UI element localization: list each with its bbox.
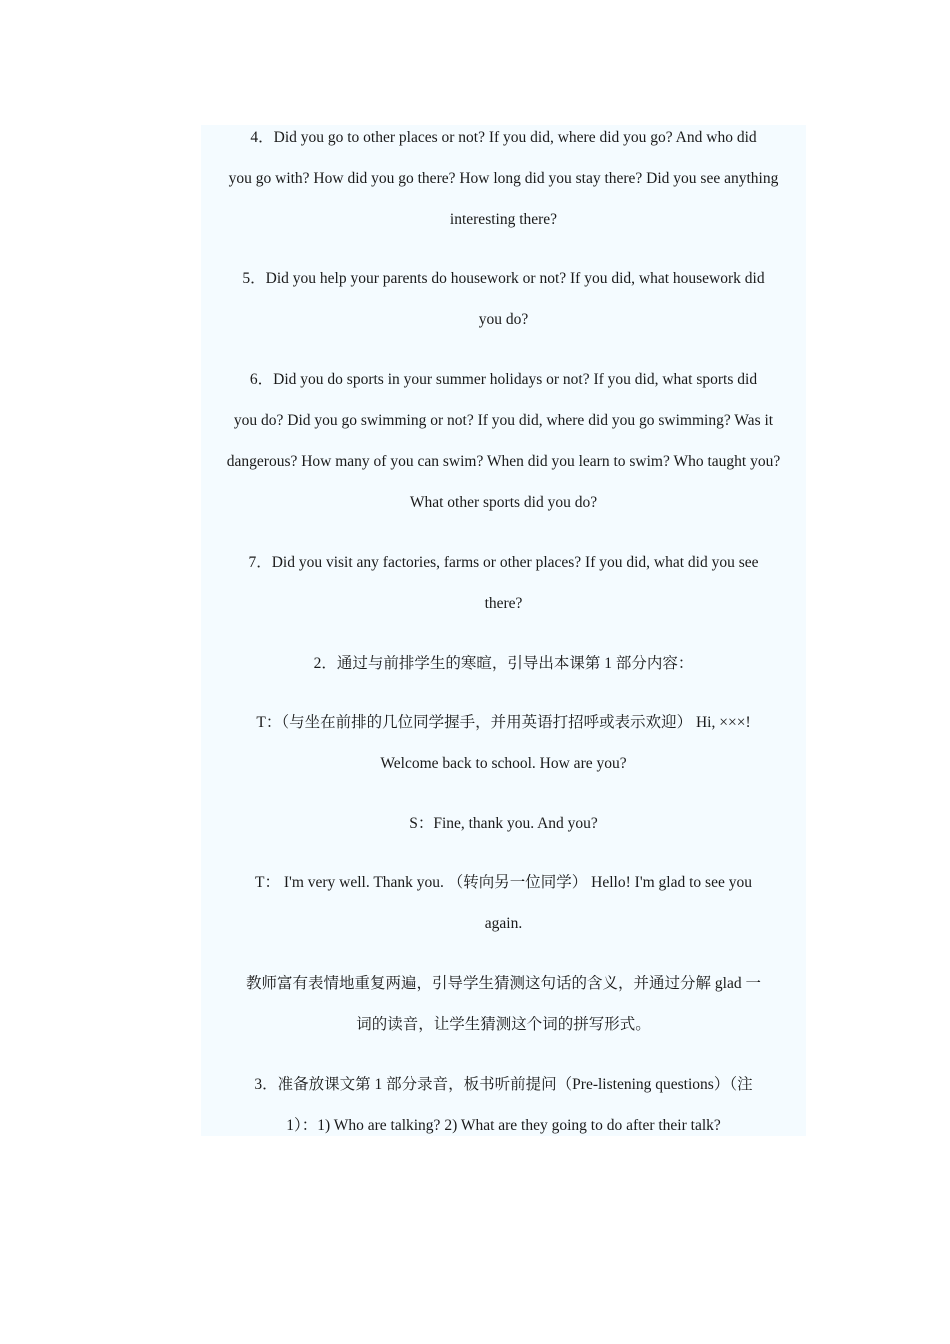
text-line: Welcome back to school. How are you? <box>380 755 627 772</box>
text-line: 7．Did you visit any factories, farms or other places? If you did, what did you see <box>248 554 759 571</box>
text-line: 2．通过与前排学生的寒暄，引导出本课第 1 部分内容： <box>313 655 694 672</box>
step-3-paragraph <box>201 1064 806 1146</box>
text-line: interesting there? <box>449 211 558 228</box>
text-line: T：（与坐在前排的几位同学握手，并用英语打招呼或表示欢迎） Hi, ×××! <box>256 714 751 731</box>
teacher-instruction-paragraph <box>201 963 806 1045</box>
teacher-dialogue-1 <box>201 702 806 784</box>
text-line: 词的读音，让学生猜测这个词的拼写形式。 <box>356 1016 651 1033</box>
student-dialogue <box>201 803 806 844</box>
text-line: 6．Did you do sports in your summer holidays or not? If you did, what sports did <box>249 371 758 388</box>
text-line: 教师富有表情地重复两遍，引导学生猜测这句话的含义，并通过分解 glad 一 <box>246 975 761 992</box>
text-line: 1）：1) Who are talking? 2) What are they going to do after their talk? <box>286 1117 721 1134</box>
text-line: again. <box>484 915 523 932</box>
text-line: What other sports did you do? <box>409 494 598 511</box>
question-6-paragraph <box>201 359 806 523</box>
text-line: S：Fine, thank you. And you? <box>409 815 598 832</box>
document-content-area <box>201 125 806 1136</box>
question-4-paragraph <box>201 117 806 240</box>
text-line: T： I'm very well. Thank you. （转向另一位同学） Hello! I'm glad to see you <box>255 874 752 891</box>
teacher-dialogue-2 <box>201 862 806 944</box>
text-line: there? <box>484 595 523 612</box>
text-line: you go with? How did you go there? How long did you stay there? Did you see anything <box>228 170 779 187</box>
text-line: 3．准备放课文第 1 部分录音，板书听前提问（Pre-listening questions）（注 <box>254 1076 753 1093</box>
text-line: dangerous? How many of you can swim? When did you learn to swim? Who taught you? <box>226 453 781 470</box>
text-line: 5．Did you help your parents do housework or not? If you did, what housework did <box>242 270 765 287</box>
question-5-paragraph <box>201 258 806 340</box>
question-7-paragraph <box>201 542 806 624</box>
text-line: you do? Did you go swimming or not? If you did, where did you go swimming? Was it <box>233 412 774 429</box>
step-2-heading <box>201 643 806 684</box>
text-line: you do? <box>478 311 529 328</box>
text-line: 4．Did you go to other places or not? If you did, where did you go? And who did <box>250 129 757 146</box>
